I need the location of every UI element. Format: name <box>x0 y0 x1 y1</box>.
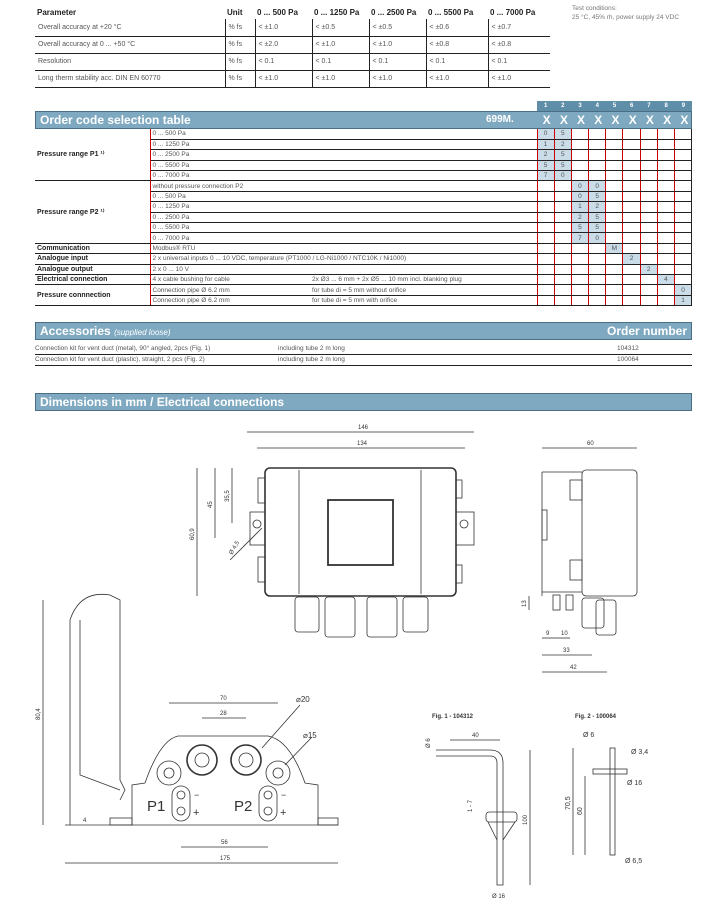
digit-number: 3 <box>578 103 582 109</box>
order-code-digit: 5 <box>589 223 606 233</box>
p1-plus: + <box>193 807 200 819</box>
order-option-description: 0 ... 7000 Pa <box>150 233 310 243</box>
order-option-description: 0 ... 1250 Pa <box>150 202 310 212</box>
order-code-digit: 7 <box>537 171 554 181</box>
accessory-note: including tube 2 m long <box>278 356 345 363</box>
side-view-drawing <box>522 441 637 672</box>
spec-cell: < 0.1 <box>312 53 369 70</box>
order-code-digit: 5 <box>554 150 571 160</box>
test-conditions-title: Test conditions: <box>572 5 617 12</box>
order-option-detail: for tube di = 5 mm without orifice <box>310 285 537 295</box>
order-option-description: 0 ... 5500 Pa <box>150 160 310 170</box>
order-option-description: without pressure connection P2 <box>150 181 310 191</box>
order-group-label: Communication <box>35 243 150 253</box>
fig1-dim-100: 100 <box>523 814 529 825</box>
spec-header: Parameter <box>37 7 77 17</box>
spec-cell: < ±0.5 <box>369 19 426 36</box>
order-code-digit: 2 <box>589 202 606 212</box>
order-group-label: Pressure range P1 ¹⁾ <box>35 129 150 181</box>
spec-cell: % fs <box>225 19 255 36</box>
spec-cell: % fs <box>225 70 255 87</box>
digit-placeholder: X <box>577 113 586 127</box>
order-code-digit: 5 <box>537 160 554 170</box>
digit-number: 8 <box>664 103 668 109</box>
accessory-note: including tube 2 m long <box>278 345 345 352</box>
dim-10: 10 <box>561 631 568 637</box>
order-code-digit: 5 <box>554 129 571 139</box>
spec-cell: < ±2.0 <box>255 36 312 53</box>
dim-45: 45 <box>208 501 214 508</box>
spec-header: 0 ... 5500 Pa <box>428 7 474 17</box>
accessory-name: Connection kit for vent duct (plastic), straight, 2 pcs (Fig. 2) <box>35 356 205 363</box>
accessory-number: 104312 <box>617 345 639 352</box>
dim-d15: ⌀15 <box>303 731 317 740</box>
order-code-digit: 1 <box>537 139 554 149</box>
digit-number: 6 <box>630 103 634 109</box>
order-group-label: Pressure connnection <box>35 285 150 306</box>
order-option-description: 2 x 0 ... 10 V <box>150 264 310 274</box>
fig1-title: Fig. 1 - 104312 <box>432 714 474 720</box>
digit-placeholder: X <box>663 113 672 127</box>
dim-hole: Ø 4,5 <box>228 540 242 556</box>
fig2-dim-d16: Ø 16 <box>627 780 643 787</box>
order-number-label: Order number <box>606 324 687 338</box>
digit-placeholder: X <box>645 113 654 127</box>
dim-175: 175 <box>220 856 231 862</box>
fig1-dim-1-7: 1 - 7 <box>468 799 474 812</box>
dim-60-9: 60,9 <box>190 528 196 540</box>
p2-plus: + <box>280 807 287 819</box>
top-view-drawing <box>36 594 338 863</box>
spec-cell: < ±1.0 <box>255 19 312 36</box>
order-code-digit: 2 <box>623 254 640 264</box>
spec-cell: < 0.1 <box>369 53 426 70</box>
spec-cell: < 0.1 <box>488 53 550 70</box>
order-group-label: Electrical connection <box>35 274 150 284</box>
order-code-digit: 2 <box>640 264 657 274</box>
order-option-detail: 2x Ø3 ... 6 mm + 2x Ø5 ... 10 mm incl. blanking plug <box>310 274 537 284</box>
spec-cell: % fs <box>225 53 255 70</box>
order-code-digit: 0 <box>554 171 571 181</box>
spec-header: 0 ... 500 Pa <box>257 7 298 17</box>
order-code-digit: 5 <box>589 212 606 222</box>
order-code-digit: 0 <box>537 129 554 139</box>
order-group-label: Pressure range P2 ¹⁾ <box>35 181 150 243</box>
spec-cell: < 0.1 <box>426 53 488 70</box>
fig2-title: Fig. 2 - 100064 <box>575 714 617 720</box>
order-option-description: 2 x universal inputs 0 ... 10 VDC, temperature (PT1000 / LG-Ni1000 / NTC10K / Ni1000) <box>150 254 310 264</box>
order-code-title: Order code selection table <box>40 113 191 127</box>
spec-cell: Resolution <box>35 53 225 70</box>
spec-header: 0 ... 1250 Pa <box>314 7 360 17</box>
spec-cell: < ±0.6 <box>426 19 488 36</box>
spec-cell: Overall accuracy at 0 ... +50 °C <box>35 36 225 53</box>
order-code-digit: 0 <box>675 285 692 295</box>
order-option-description: 0 ... 1250 Pa <box>150 139 310 149</box>
order-code-digit: 2 <box>554 139 571 149</box>
dim-60: 60 <box>587 441 594 447</box>
dim-d20: ⌀20 <box>296 695 310 704</box>
p1-minus: − <box>194 790 200 800</box>
order-option-description: 4 x cable bushing for cable <box>150 274 310 284</box>
spec-header: Unit <box>227 7 243 17</box>
accessories-subtitle: (supplied loose) <box>114 328 171 337</box>
order-code-digit: 1 <box>675 295 692 305</box>
fig2-dim-60: 60 <box>577 807 584 815</box>
order-code-digit: 2 <box>571 212 588 222</box>
test-conditions-text: 25 °C, 45% rh, power supply 24 VDC <box>572 14 680 21</box>
spec-cell: < 0.1 <box>255 53 312 70</box>
fig2-dim-d6: Ø 6 <box>583 732 595 739</box>
spec-cell: Long therm stability acc. DIN EN 60770 <box>35 70 225 87</box>
spec-cell: < ±1.0 <box>312 36 369 53</box>
digit-number: 2 <box>561 103 565 109</box>
order-code-digit: 5 <box>571 223 588 233</box>
order-option-description: Connection pipe Ø 6.2 mm <box>150 285 310 295</box>
order-code-digit: 5 <box>554 160 571 170</box>
fig2-dim-70-5: 70,5 <box>565 796 572 810</box>
order-code-digit: M <box>606 243 623 253</box>
digit-number: 1 <box>543 103 548 109</box>
p2-label: P2 <box>234 798 253 815</box>
order-option-description: Connection pipe Ø 6.2 mm <box>150 295 310 305</box>
fig2-drawing <box>565 714 648 865</box>
dim-28: 28 <box>220 711 227 717</box>
spec-cell: % fs <box>225 36 255 53</box>
dim-42: 42 <box>570 665 577 671</box>
digit-number: 4 <box>595 103 599 109</box>
accessories-title: Accessories <box>40 324 111 338</box>
digit-number: 5 <box>612 103 617 109</box>
dim-4: 4 <box>83 818 87 824</box>
order-option-description: 0 ... 7000 Pa <box>150 171 310 181</box>
digit-placeholder: X <box>611 113 620 127</box>
spec-cell: < ±1.0 <box>369 70 426 87</box>
dim-70: 70 <box>220 696 227 702</box>
fig1-dim-d6: Ø 6 <box>426 738 432 748</box>
order-code-digit: 4 <box>657 274 674 284</box>
dim-13: 13 <box>522 600 528 607</box>
spec-cell: < ±0.8 <box>426 36 488 53</box>
dim-56: 56 <box>221 840 228 846</box>
order-group-label: Analogue input <box>35 254 150 264</box>
order-code-prefix: 699M. <box>486 114 514 125</box>
dim-9: 9 <box>546 631 550 637</box>
order-option-description: 0 ... 500 Pa <box>150 191 310 201</box>
order-code-digit: 0 <box>589 181 606 191</box>
order-code-digit: 1 <box>571 202 588 212</box>
digit-placeholder: X <box>594 113 603 127</box>
spec-cell: < ±0.8 <box>488 36 550 53</box>
dim-35-5: 35,5 <box>225 490 231 502</box>
order-option-description: 0 ... 5500 Pa <box>150 223 310 233</box>
spec-header: 0 ... 7000 Pa <box>490 7 536 17</box>
order-option-description: 0 ... 500 Pa <box>150 129 310 139</box>
digit-number: 9 <box>681 103 686 109</box>
order-code-digit: 0 <box>571 191 588 201</box>
order-code-digit: 2 <box>537 150 554 160</box>
order-code-digit: 7 <box>571 233 588 243</box>
dim-80-4: 80,4 <box>36 708 42 720</box>
order-option-description: Modbus® RTU <box>150 243 310 253</box>
spec-cell: Overall accuracy at +20 °C <box>35 19 225 36</box>
dim-33: 33 <box>563 648 570 654</box>
digit-placeholder: X <box>559 113 568 127</box>
spec-cell: < ±0.5 <box>312 19 369 36</box>
accessory-number: 100064 <box>617 356 639 363</box>
order-option-detail: for tube di = 5 mm with orifice <box>310 295 537 305</box>
fig2-dim-d6-5: Ø 6,5 <box>625 858 643 865</box>
order-code-digit: 0 <box>589 233 606 243</box>
spec-cell: < ±1.0 <box>488 70 550 87</box>
digit-placeholder: X <box>628 113 637 127</box>
front-view-drawing <box>190 425 474 637</box>
spec-cell: < ±1.0 <box>426 70 488 87</box>
order-group-label: Analogue output <box>35 264 150 274</box>
fig1-dim-40: 40 <box>472 733 479 739</box>
fig2-dim-d3-4: Ø 3,4 <box>631 749 649 756</box>
order-option-description: 0 ... 2500 Pa <box>150 212 310 222</box>
spec-header: 0 ... 2500 Pa <box>371 7 417 17</box>
spec-cell: < ±1.0 <box>312 70 369 87</box>
p1-label: P1 <box>147 798 166 815</box>
fig1-dim-d16: Ø 16 <box>492 894 506 900</box>
order-option-description: 0 ... 2500 Pa <box>150 150 310 160</box>
dim-146: 146 <box>358 425 369 431</box>
order-code-digit: 0 <box>571 181 588 191</box>
accessory-name: Connection kit for vent duct (metal), 90° angled, 2pcs (Fig. 1) <box>35 345 211 352</box>
spec-cell: < ±0.7 <box>488 19 550 36</box>
order-code-digit: 5 <box>589 191 606 201</box>
p2-minus: − <box>281 790 287 800</box>
digit-placeholder: X <box>680 113 689 127</box>
spec-cell: < ±1.0 <box>369 36 426 53</box>
fig1-drawing <box>426 714 530 900</box>
spec-cell: < ±1.0 <box>255 70 312 87</box>
digit-placeholder: X <box>542 113 551 127</box>
dim-134: 134 <box>357 441 368 447</box>
digit-number: 7 <box>647 103 651 109</box>
dimensions-title: Dimensions in mm / Electrical connections <box>40 395 285 409</box>
